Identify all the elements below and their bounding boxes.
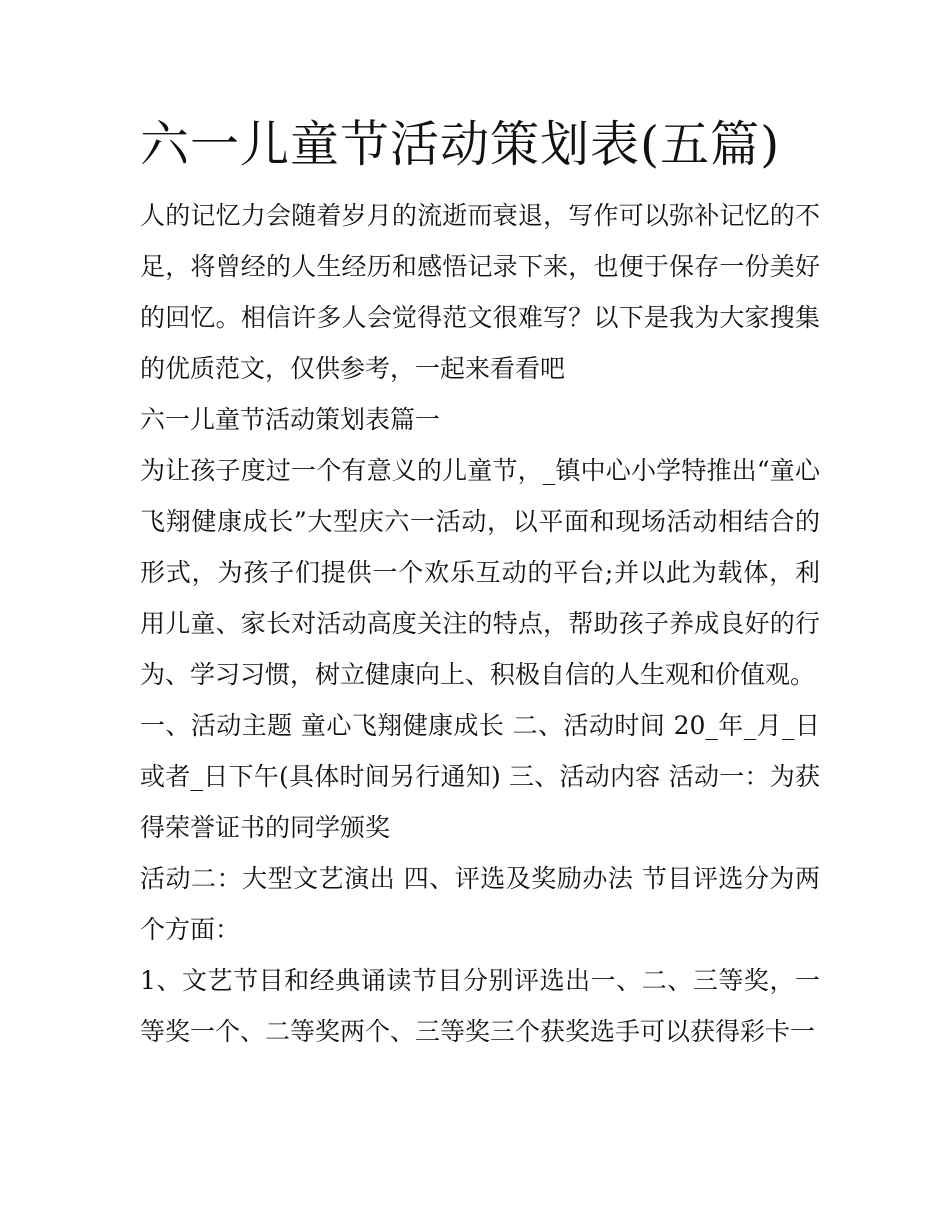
section-heading: 六一儿童节活动策划表篇一 [140, 405, 441, 434]
body-paragraph: 为让孩子度过一个有意义的儿童节，_镇中心小学特推出“童心飞翔健康成长”大型庆六一活动，以平面和现场活动相结合的形式，为孩子们提供一个欢乐互动的平台;并以此为载体，利用儿童、家长对活动高度关注的特点，帮助孩子养成良好的行为、学习习惯，树立健康向上、积极自信的人生观和价值观。 [140, 456, 820, 689]
document-page [140, 112, 820, 1057]
intro-paragraph: 人的记忆力会随着岁月的流逝而衰退，写作可以弥补记忆的不足，将曾经的人生经历和感悟记录下来，也便于保存一份美好的回忆。相信许多人会觉得范文很难写？以下是我为大家搜集的优质范文，仅供参考，一起来看看吧 [140, 201, 820, 383]
body-paragraph: 一、活动主题 童心飞翔健康成长 二、活动时间 20_年_月_日或者_日下午(具体时间另行通知) 三、活动内容 活动一：为获得荣誉证书的同学颁奖 [140, 711, 820, 842]
body-paragraph: 1、文艺节目和经典诵读节目分别评选出一、二、三等奖，一等奖一个、二等奖两个、三等奖三个获奖选手可以获得彩卡一 [140, 966, 820, 1046]
document-title: 六一儿童节活动策划表(五篇) [140, 116, 781, 173]
body-paragraph: 活动二：大型文艺演出 四、评选及奖励办法 节目评选分为两个方面： [140, 864, 820, 944]
